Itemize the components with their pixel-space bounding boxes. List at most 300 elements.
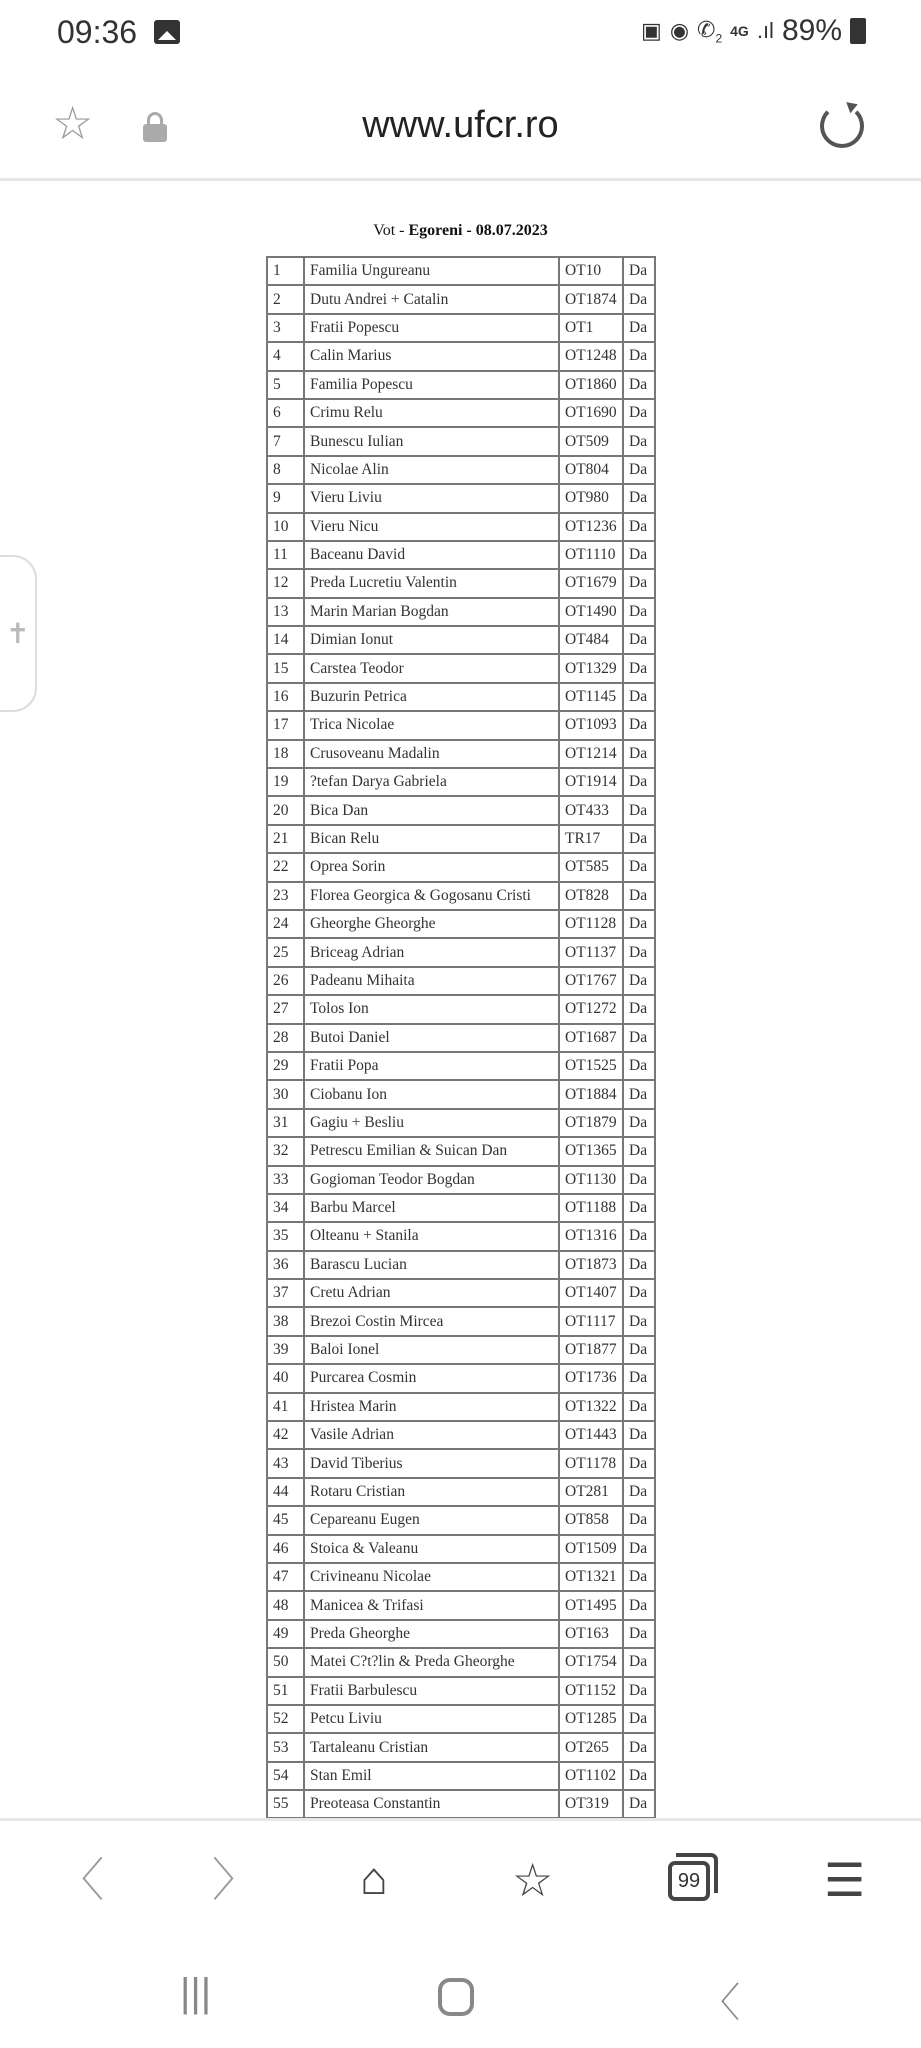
vote-value: Da <box>623 683 655 711</box>
row-number: 40 <box>267 1364 304 1392</box>
member-name: Rotaru Cristian <box>304 1478 559 1506</box>
tabs-button[interactable]: 99 <box>668 1861 710 1901</box>
member-code: OT1322 <box>559 1393 623 1421</box>
table-row <box>267 1251 655 1279</box>
member-code: OT1365 <box>559 1137 623 1165</box>
row-number: 8 <box>267 456 304 484</box>
member-code: OT1495 <box>559 1591 623 1619</box>
member-code: OT319 <box>559 1790 623 1818</box>
member-name: Briceag Adrian <box>304 938 559 966</box>
table-row <box>267 1648 655 1676</box>
row-number: 13 <box>267 598 304 626</box>
vote-value: Da <box>623 1677 655 1705</box>
row-number: 51 <box>267 1677 304 1705</box>
vote-value: Da <box>623 427 655 455</box>
vote-value: Da <box>623 456 655 484</box>
member-code: OT1248 <box>559 342 623 370</box>
bookmark-star-icon[interactable]: ☆ <box>52 97 94 149</box>
vote-value: Da <box>623 1166 655 1194</box>
table-row <box>267 285 655 313</box>
vote-value: Da <box>623 711 655 739</box>
table-row <box>267 853 655 881</box>
vote-value: Da <box>623 1307 655 1335</box>
member-code: OT1736 <box>559 1364 623 1392</box>
hotspot-icon: ◉ <box>669 18 690 43</box>
vote-value: Da <box>623 342 655 370</box>
table-row <box>267 1166 655 1194</box>
member-code: OT1316 <box>559 1222 623 1250</box>
row-number: 36 <box>267 1251 304 1279</box>
row-number: 42 <box>267 1421 304 1449</box>
vote-value: Da <box>623 598 655 626</box>
member-name: Manicea & Trifasi <box>304 1591 559 1619</box>
row-number: 17 <box>267 711 304 739</box>
member-code: OT828 <box>559 882 623 910</box>
title-prefix: Vot - <box>373 222 409 239</box>
member-code: TR17 <box>559 825 623 853</box>
member-code: OT484 <box>559 626 623 654</box>
member-code: OT1914 <box>559 768 623 796</box>
table-row <box>267 541 655 569</box>
member-name: Tartaleanu Cristian <box>304 1733 559 1761</box>
member-name: Gogioman Teodor Bogdan <box>304 1166 559 1194</box>
vote-value: Da <box>623 1506 655 1534</box>
vote-value: Da <box>623 1137 655 1165</box>
accessibility-icon: ✝ <box>6 618 30 649</box>
row-number: 16 <box>267 683 304 711</box>
member-name: ?tefan Darya Gabriela <box>304 768 559 796</box>
member-code: OT1272 <box>559 995 623 1023</box>
member-code: OT1873 <box>559 1251 623 1279</box>
member-code: OT1 <box>559 314 623 342</box>
member-name: Cepareanu Eugen <box>304 1506 559 1534</box>
member-name: Butoi Daniel <box>304 1024 559 1052</box>
table-row <box>267 456 655 484</box>
row-number: 2 <box>267 285 304 313</box>
table-row <box>267 1222 655 1250</box>
mobile-data-icon: 4G <box>730 23 749 39</box>
table-row <box>267 1194 655 1222</box>
member-code: OT1188 <box>559 1194 623 1222</box>
vote-value: Da <box>623 285 655 313</box>
member-code: OT858 <box>559 1506 623 1534</box>
status-bar <box>0 0 921 70</box>
back-icon[interactable]: 〈 <box>58 1854 104 1906</box>
member-code: OT1130 <box>559 1166 623 1194</box>
table-row <box>267 1762 655 1790</box>
vote-value: Da <box>623 1449 655 1477</box>
vote-value: Da <box>623 910 655 938</box>
member-name: Carstea Teodor <box>304 654 559 682</box>
member-code: OT1490 <box>559 598 623 626</box>
table-row <box>267 740 655 768</box>
table-row <box>267 513 655 541</box>
vote-value: Da <box>623 825 655 853</box>
member-name: Matei C?t?lin & Preda Gheorghe <box>304 1648 559 1676</box>
vote-value: Da <box>623 768 655 796</box>
battery-icon <box>850 18 866 44</box>
member-name: Gheorghe Gheorghe <box>304 910 559 938</box>
member-code: OT1128 <box>559 910 623 938</box>
row-number: 24 <box>267 910 304 938</box>
table-row <box>267 1364 655 1392</box>
member-name: Vieru Nicu <box>304 513 559 541</box>
member-name: Fratii Barbulescu <box>304 1677 559 1705</box>
member-name: Trica Nicolae <box>304 711 559 739</box>
title-bold: Egoreni - 08.07.2023 <box>408 222 548 239</box>
member-code: OT1874 <box>559 285 623 313</box>
home-icon[interactable]: ⌂ <box>360 1852 388 1904</box>
member-name: Florea Georgica & Gogosanu Cristi <box>304 882 559 910</box>
row-number: 52 <box>267 1705 304 1733</box>
vote-value: Da <box>623 1279 655 1307</box>
vote-value: Da <box>623 938 655 966</box>
vote-value: Da <box>623 1364 655 1392</box>
row-number: 18 <box>267 740 304 768</box>
table-row <box>267 1393 655 1421</box>
member-code: OT1509 <box>559 1535 623 1563</box>
vote-value: Da <box>623 314 655 342</box>
member-name: Oprea Sorin <box>304 853 559 881</box>
vote-value: Da <box>623 1251 655 1279</box>
row-number: 49 <box>267 1620 304 1648</box>
row-number: 5 <box>267 371 304 399</box>
row-number: 54 <box>267 1762 304 1790</box>
vote-value: Da <box>623 654 655 682</box>
row-number: 55 <box>267 1790 304 1818</box>
member-code: OT1178 <box>559 1449 623 1477</box>
member-name: Bican Relu <box>304 825 559 853</box>
vote-value: Da <box>623 1080 655 1108</box>
member-code: OT1687 <box>559 1024 623 1052</box>
vote-value: Da <box>623 541 655 569</box>
member-code: OT804 <box>559 456 623 484</box>
member-code: OT1152 <box>559 1677 623 1705</box>
row-number: 25 <box>267 938 304 966</box>
member-name: Vasile Adrian <box>304 1421 559 1449</box>
table-row <box>267 371 655 399</box>
member-name: Calin Marius <box>304 342 559 370</box>
member-code: OT1214 <box>559 740 623 768</box>
table-row <box>267 1535 655 1563</box>
table-row <box>267 1790 655 1818</box>
member-name: Crivineanu Nicolae <box>304 1563 559 1591</box>
vote-value: Da <box>623 1790 655 1818</box>
table-row <box>267 683 655 711</box>
table-row <box>267 995 655 1023</box>
member-name: Bica Dan <box>304 796 559 824</box>
table-row <box>267 1052 655 1080</box>
member-code: OT1102 <box>559 1762 623 1790</box>
row-number: 12 <box>267 569 304 597</box>
table-row <box>267 1307 655 1335</box>
table-row <box>267 938 655 966</box>
table-row <box>267 1449 655 1477</box>
member-code: OT1860 <box>559 371 623 399</box>
volte-call-icon: $✆_2$ <box>697 16 723 46</box>
table-row <box>267 1563 655 1591</box>
reload-icon[interactable] <box>820 104 864 148</box>
row-number: 23 <box>267 882 304 910</box>
row-number: 27 <box>267 995 304 1023</box>
table-row <box>267 569 655 597</box>
table-row <box>267 1506 655 1534</box>
vote-value: Da <box>623 1733 655 1761</box>
row-number: 33 <box>267 1166 304 1194</box>
table-row <box>267 1336 655 1364</box>
member-name: Crusoveanu Madalin <box>304 740 559 768</box>
member-code: OT163 <box>559 1620 623 1648</box>
member-name: Fratii Popescu <box>304 314 559 342</box>
vote-value: Da <box>623 796 655 824</box>
vote-value: Da <box>623 995 655 1023</box>
member-code: OT1690 <box>559 399 623 427</box>
row-number: 29 <box>267 1052 304 1080</box>
row-number: 47 <box>267 1563 304 1591</box>
member-name: Stan Emil <box>304 1762 559 1790</box>
table-row <box>267 626 655 654</box>
member-code: OT281 <box>559 1478 623 1506</box>
table-row <box>267 427 655 455</box>
row-number: 4 <box>267 342 304 370</box>
row-number: 6 <box>267 399 304 427</box>
member-name: Buzurin Petrica <box>304 683 559 711</box>
member-code: OT1877 <box>559 1336 623 1364</box>
member-name: Ciobanu Ion <box>304 1080 559 1108</box>
member-name: David Tiberius <box>304 1449 559 1477</box>
row-number: 28 <box>267 1024 304 1052</box>
vote-value: Da <box>623 740 655 768</box>
row-number: 10 <box>267 513 304 541</box>
row-number: 21 <box>267 825 304 853</box>
vote-value: Da <box>623 1109 655 1137</box>
member-name: Barascu Lucian <box>304 1251 559 1279</box>
member-name: Marin Marian Bogdan <box>304 598 559 626</box>
member-code: OT1879 <box>559 1109 623 1137</box>
system-home-icon[interactable] <box>438 1978 474 2016</box>
table-row <box>267 1137 655 1165</box>
row-number: 15 <box>267 654 304 682</box>
vote-value: Da <box>623 967 655 995</box>
menu-icon[interactable]: ☰ <box>824 1854 866 1906</box>
vote-value: Da <box>623 1705 655 1733</box>
vote-value: Da <box>623 257 655 285</box>
table-row <box>267 1591 655 1619</box>
member-code: OT1236 <box>559 513 623 541</box>
member-code: OT1767 <box>559 967 623 995</box>
row-number: 9 <box>267 484 304 512</box>
member-name: Baceanu David <box>304 541 559 569</box>
vote-value: Da <box>623 1478 655 1506</box>
member-name: Crimu Relu <box>304 399 559 427</box>
table-row <box>267 1024 655 1052</box>
vote-value: Da <box>623 1648 655 1676</box>
table-row <box>267 1705 655 1733</box>
table-row <box>267 484 655 512</box>
member-code: OT1407 <box>559 1279 623 1307</box>
vote-value: Da <box>623 484 655 512</box>
row-number: 35 <box>267 1222 304 1250</box>
table-row <box>267 1677 655 1705</box>
row-number: 11 <box>267 541 304 569</box>
vote-value: Da <box>623 1024 655 1052</box>
row-number: 32 <box>267 1137 304 1165</box>
table-row <box>267 967 655 995</box>
table-row <box>267 314 655 342</box>
table-row <box>267 1109 655 1137</box>
member-code: OT1321 <box>559 1563 623 1591</box>
vote-value: Da <box>623 1563 655 1591</box>
member-name: Dimian Ionut <box>304 626 559 654</box>
row-number: 45 <box>267 1506 304 1534</box>
member-code: OT1679 <box>559 569 623 597</box>
member-code: OT1329 <box>559 654 623 682</box>
row-number: 37 <box>267 1279 304 1307</box>
vote-value: Da <box>623 1222 655 1250</box>
vote-table <box>266 256 656 1819</box>
table-row <box>267 910 655 938</box>
member-code: OT1884 <box>559 1080 623 1108</box>
row-number: 22 <box>267 853 304 881</box>
row-number: 46 <box>267 1535 304 1563</box>
member-name: Purcarea Cosmin <box>304 1364 559 1392</box>
accessibility-tab[interactable] <box>0 555 37 712</box>
member-name: Petrescu Emilian & Suican Dan <box>304 1137 559 1165</box>
member-name: Barbu Marcel <box>304 1194 559 1222</box>
table-row <box>267 654 655 682</box>
member-code: OT1525 <box>559 1052 623 1080</box>
table-row <box>267 257 655 285</box>
vote-value: Da <box>623 882 655 910</box>
row-number: 19 <box>267 768 304 796</box>
member-code: OT1117 <box>559 1307 623 1335</box>
member-code: OT1110 <box>559 541 623 569</box>
page-title <box>0 222 921 240</box>
member-code: OT585 <box>559 853 623 881</box>
system-back-icon[interactable]: 〈 <box>700 1981 740 2025</box>
member-name: Gagiu + Besliu <box>304 1109 559 1137</box>
member-code: OT265 <box>559 1733 623 1761</box>
member-name: Brezoi Costin Mircea <box>304 1307 559 1335</box>
member-name: Petcu Liviu <box>304 1705 559 1733</box>
vote-value: Da <box>623 853 655 881</box>
member-code: OT1093 <box>559 711 623 739</box>
row-number: 26 <box>267 967 304 995</box>
signal-icon: .ıl <box>756 18 774 43</box>
member-code: OT1754 <box>559 1648 623 1676</box>
browser-toolbar <box>0 1818 921 2048</box>
row-number: 38 <box>267 1307 304 1335</box>
row-number: 14 <box>267 626 304 654</box>
status-icons <box>641 14 866 48</box>
member-code: OT1285 <box>559 1705 623 1733</box>
gallery-notification-icon <box>154 20 180 44</box>
member-name: Baloi Ionel <box>304 1336 559 1364</box>
member-name: Padeanu Mihaita <box>304 967 559 995</box>
member-name: Olteanu + Stanila <box>304 1222 559 1250</box>
forward-icon[interactable]: 〉 <box>212 1854 258 1906</box>
member-code: OT509 <box>559 427 623 455</box>
table-row <box>267 882 655 910</box>
table-row <box>267 711 655 739</box>
member-code: OT10 <box>559 257 623 285</box>
table-row <box>267 342 655 370</box>
member-name: Bunescu Iulian <box>304 427 559 455</box>
member-name: Dutu Andrei + Catalin <box>304 285 559 313</box>
battery-percent: 89% <box>781 14 842 47</box>
url-display[interactable]: www.ufcr.ro <box>362 104 559 146</box>
row-number: 31 <box>267 1109 304 1137</box>
row-number: 41 <box>267 1393 304 1421</box>
member-name: Familia Popescu <box>304 371 559 399</box>
table-row <box>267 1620 655 1648</box>
member-name: Preda Lucretiu Valentin <box>304 569 559 597</box>
row-number: 44 <box>267 1478 304 1506</box>
row-number: 48 <box>267 1591 304 1619</box>
row-number: 3 <box>267 314 304 342</box>
vote-value: Da <box>623 1336 655 1364</box>
row-number: 53 <box>267 1733 304 1761</box>
member-code: OT980 <box>559 484 623 512</box>
status-time: 09:36 <box>57 14 138 50</box>
member-name: Preoteasa Constantin <box>304 1790 559 1818</box>
row-number: 1 <box>267 257 304 285</box>
member-code: OT1443 <box>559 1421 623 1449</box>
member-name: Preda Gheorghe <box>304 1620 559 1648</box>
member-name: Familia Ungureanu <box>304 257 559 285</box>
member-code: OT433 <box>559 796 623 824</box>
member-name: Fratii Popa <box>304 1052 559 1080</box>
member-code: OT1137 <box>559 938 623 966</box>
member-name: Nicolae Alin <box>304 456 559 484</box>
member-code: OT1145 <box>559 683 623 711</box>
vote-value: Da <box>623 1620 655 1648</box>
bookmarks-icon[interactable]: ☆ <box>512 1854 554 1906</box>
row-number: 39 <box>267 1336 304 1364</box>
vote-value: Da <box>623 569 655 597</box>
table-row <box>267 399 655 427</box>
table-row <box>267 796 655 824</box>
row-number: 43 <box>267 1449 304 1477</box>
table-row <box>267 1080 655 1108</box>
vote-value: Da <box>623 1052 655 1080</box>
member-name: Hristea Marin <box>304 1393 559 1421</box>
row-number: 30 <box>267 1080 304 1108</box>
table-row <box>267 1279 655 1307</box>
vote-value: Da <box>623 1194 655 1222</box>
table-row <box>267 768 655 796</box>
vote-value: Da <box>623 1591 655 1619</box>
recent-apps-icon[interactable]: ||| <box>180 1971 212 2015</box>
table-row <box>267 598 655 626</box>
member-name: Cretu Adrian <box>304 1279 559 1307</box>
vote-value: Da <box>623 371 655 399</box>
vote-value: Da <box>623 626 655 654</box>
vote-value: Da <box>623 399 655 427</box>
row-number: 7 <box>267 427 304 455</box>
member-name: Stoica & Valeanu <box>304 1535 559 1563</box>
table-row <box>267 1478 655 1506</box>
member-name: Vieru Liviu <box>304 484 559 512</box>
row-number: 20 <box>267 796 304 824</box>
vote-value: Da <box>623 1762 655 1790</box>
battery-saver-icon: ▣ <box>641 18 662 43</box>
row-number: 34 <box>267 1194 304 1222</box>
member-name: Tolos Ion <box>304 995 559 1023</box>
table-row <box>267 825 655 853</box>
vote-value: Da <box>623 1535 655 1563</box>
vote-value: Da <box>623 513 655 541</box>
